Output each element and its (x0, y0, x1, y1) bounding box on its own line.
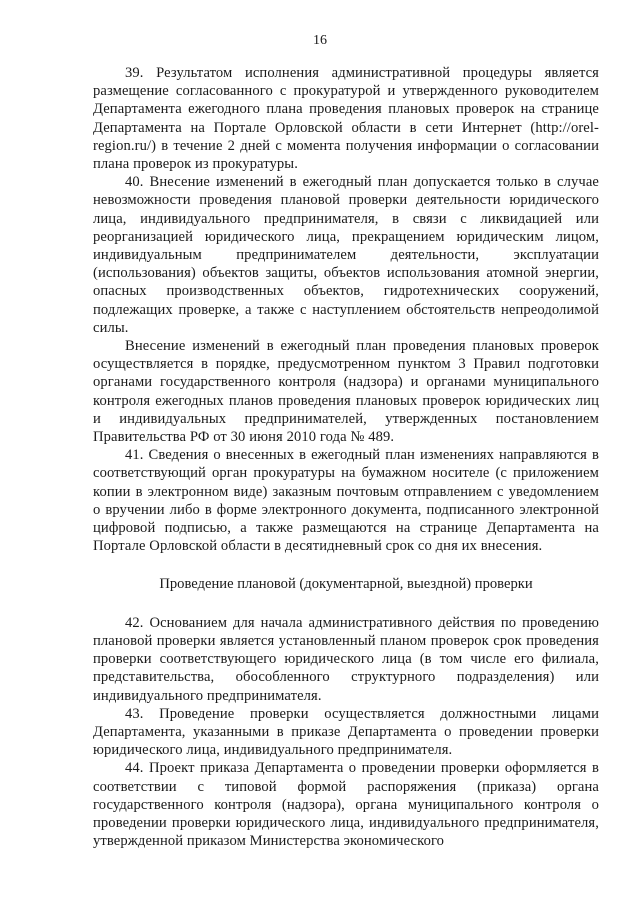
paragraph-40: 40. Внесение изменений в ежегодный план допускается только в случае невозможности проведения плановой проверки деятельности юридического лица, индивидуального предпринимателя, в связи с ликвидацией или реорганизацией юридического лица, прекращением юридическим лицом, индивидуальным предпринимателем деятельности, эксплуатации (использования) объектов защиты, объектов использования атомной энергии, опасных производственных объектов, гидротехнических сооружений, подлежащих проверке, а также с наступлением обстоятельств непреодолимой силы. (93, 174, 599, 336)
paragraph-40-continued: Внесение изменений в ежегодный план проведения плановых проверок осуществляется в порядке, предусмотренном пунктом 3 Правил подготовки органами государственного контроля (надзора) и органами муниципального контроля ежегодных планов проведения плановых проверок юридических лиц и индивидуальных предпринимателей, утвержденных постановлением Правительства РФ от 30 июня 2010 года № 489. (93, 338, 599, 446)
paragraph-43: 43. Проведение проверки осуществляется должностными лицами Департамента, указанными в приказе Департамента о проведении проверки юридического лица, индивидуального предпринимателя. (93, 705, 599, 759)
paragraph-44: 44. Проект приказа Департамента о проведении проверки оформляется в соответствии с типовой формой распоряжения (приказа) органа государственного контроля (надзора), органа муниципального контроля о проведении проверки юридического лица, индивидуального предпринимателя, утвержденной приказом Министерства экономического (93, 760, 599, 850)
paragraph-41: 41. Сведения о внесенных в ежегодный план изменениях направляются в соответствующий орган прокуратуры на бумажном носителе (с приложением копии в электронном виде) заказным почтовым отправлением с уведомлением о вручении либо в форме электронного документа, подписанного электронной цифровой подписью, а также размещаются на странице Департамента на Портале Орловской области в десятидневный срок со дня их внесения. (93, 447, 599, 555)
paragraph-39: 39. Результатом исполнения административной процедуры является размещение согласованного с прокуратурой и утвержденного руководителем Департамента ежегодного плана проведения плановых проверок на странице Департамента на Портале Орловской области в сети Интернет (http://orel-region.ru/) в течение 2 дней с момента получения информации о согласовании плана проверок из прокуратуры. (93, 65, 599, 173)
page-number: 16 (313, 33, 327, 48)
document-body (93, 64, 599, 850)
section-heading: Проведение плановой (документарной, выездной) проверки (159, 576, 533, 593)
paragraph-42: 42. Основанием для начала административного действия по проведению плановой проверки является установленный планом проверок срок проведения проверки соответствующего юридического лица (в том числе его филиала, представительства, обособленного структурного подразделения) или индивидуального предпринимателя. (93, 614, 599, 704)
